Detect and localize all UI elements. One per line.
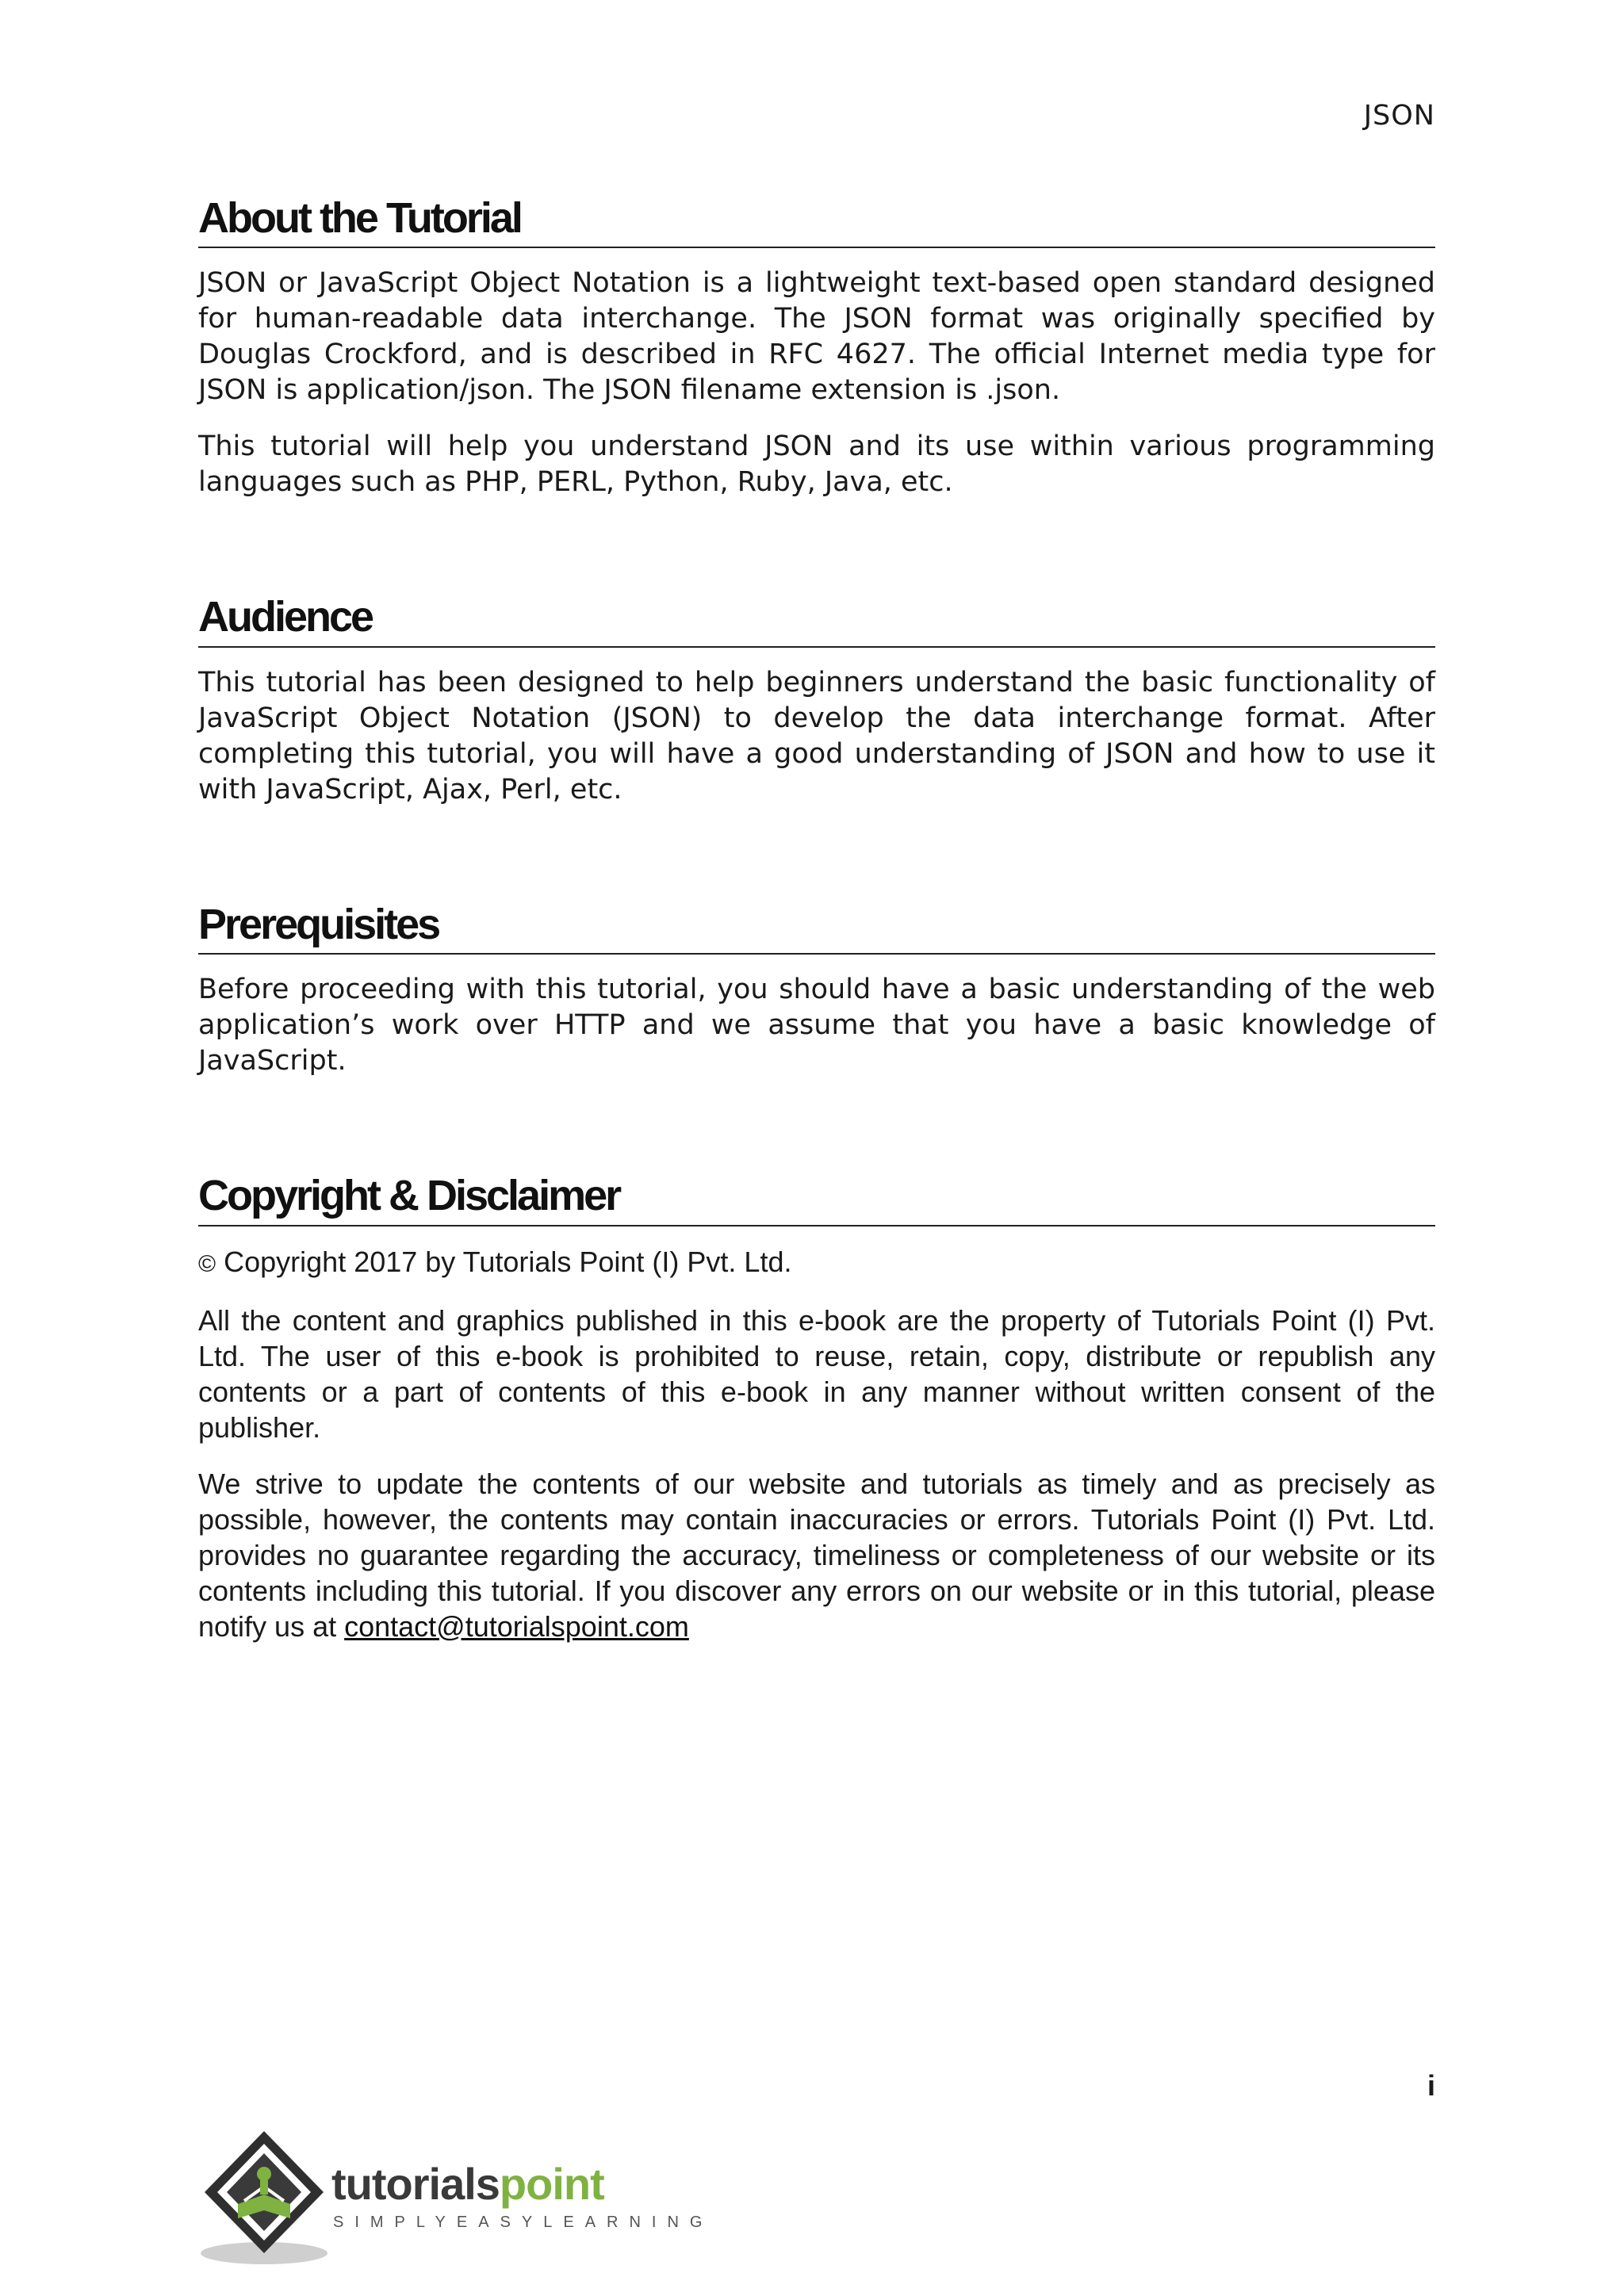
logo-diamond-icon: [197, 2125, 331, 2267]
page-number: i: [1427, 2069, 1435, 2102]
audience-paragraph: This tutorial has been designed to help beginners understand the basic functionality of JavaScript Object Notation (JSON) to develop the data interchange format. After completing this tutorial, you will have a good understanding of JSON and how to use it with JavaScript, Ajax, Perl, etc.: [198, 666, 1435, 806]
section-title-about: About the Tutorial: [198, 195, 1435, 248]
section-title-copyright: Copyright & Disclaimer: [198, 1173, 1435, 1226]
page-content: [198, 195, 1435, 1665]
copyright-text: Copyright 2017 by Tutorials Point (I) Pvt. Ltd.: [224, 1245, 792, 1278]
section-about: [198, 195, 1435, 500]
prerequisites-paragraph: Before proceeding with this tutorial, you should have a basic understanding of the web application’s work over HTTP and we assume that you have a basic knowledge of JavaScript.: [198, 974, 1435, 1077]
disclaimer-paragraph-2-text: We strive to update the contents of our website and tutorials as timely and as precisely as possible, however, the contents may contain inaccuracies or errors. Tutorials Point (I) Pvt. Ltd. provides no guarantee regarding the accuracy, timeliness or completeness of our website or its contents including this tutorial. If you discover any errors on our website or in this tutorial, please notify us at: [198, 1467, 1435, 1643]
tutorialspoint-logo: [197, 2125, 714, 2267]
section-prerequisites: [198, 901, 1435, 1079]
logo-tagline: SIMPLYEASYLEARNING: [333, 2214, 714, 2231]
logo-word-accent: point: [499, 2159, 604, 2209]
section-title-prerequisites: Prerequisites: [198, 901, 1435, 955]
disclaimer-paragraph-2: [198, 1466, 1435, 1644]
section-audience: [198, 594, 1435, 807]
document-header-tag: JSON: [1363, 100, 1435, 132]
contact-email-link[interactable]: contact@tutorialspoint.com: [344, 1609, 689, 1643]
logo-wordmark: [331, 2158, 604, 2210]
about-paragraph-1: JSON or JavaScript Object Notation is a lightweight text-based open standard designed for human-readable data interchange. The JSON format was originally specified by Douglas Crockford, and is described in RFC 4627. The official Internet media type for JSON is application/json. The JSON filename extension is .json.: [198, 267, 1435, 407]
section-title-audience: Audience: [198, 594, 1435, 647]
logo-word-main: tutorials: [331, 2159, 500, 2209]
copyright-symbol-icon: ©: [198, 1250, 216, 1277]
section-copyright: [198, 1173, 1435, 1644]
copyright-line: [198, 1244, 1435, 1282]
about-paragraph-2: This tutorial will help you understand JSON and its use within various programming languages such as PHP, PERL, Python, Ruby, Java, etc.: [198, 430, 1435, 499]
disclaimer-paragraph-1: All the content and graphics published in this e-book are the property of Tutorials Point (I) Pvt. Ltd. The user of this e-book is prohibited to reuse, retain, copy, distribute or republish any contents or a part of contents of this e-book in any manner without written consent of the publisher.: [198, 1303, 1435, 1444]
